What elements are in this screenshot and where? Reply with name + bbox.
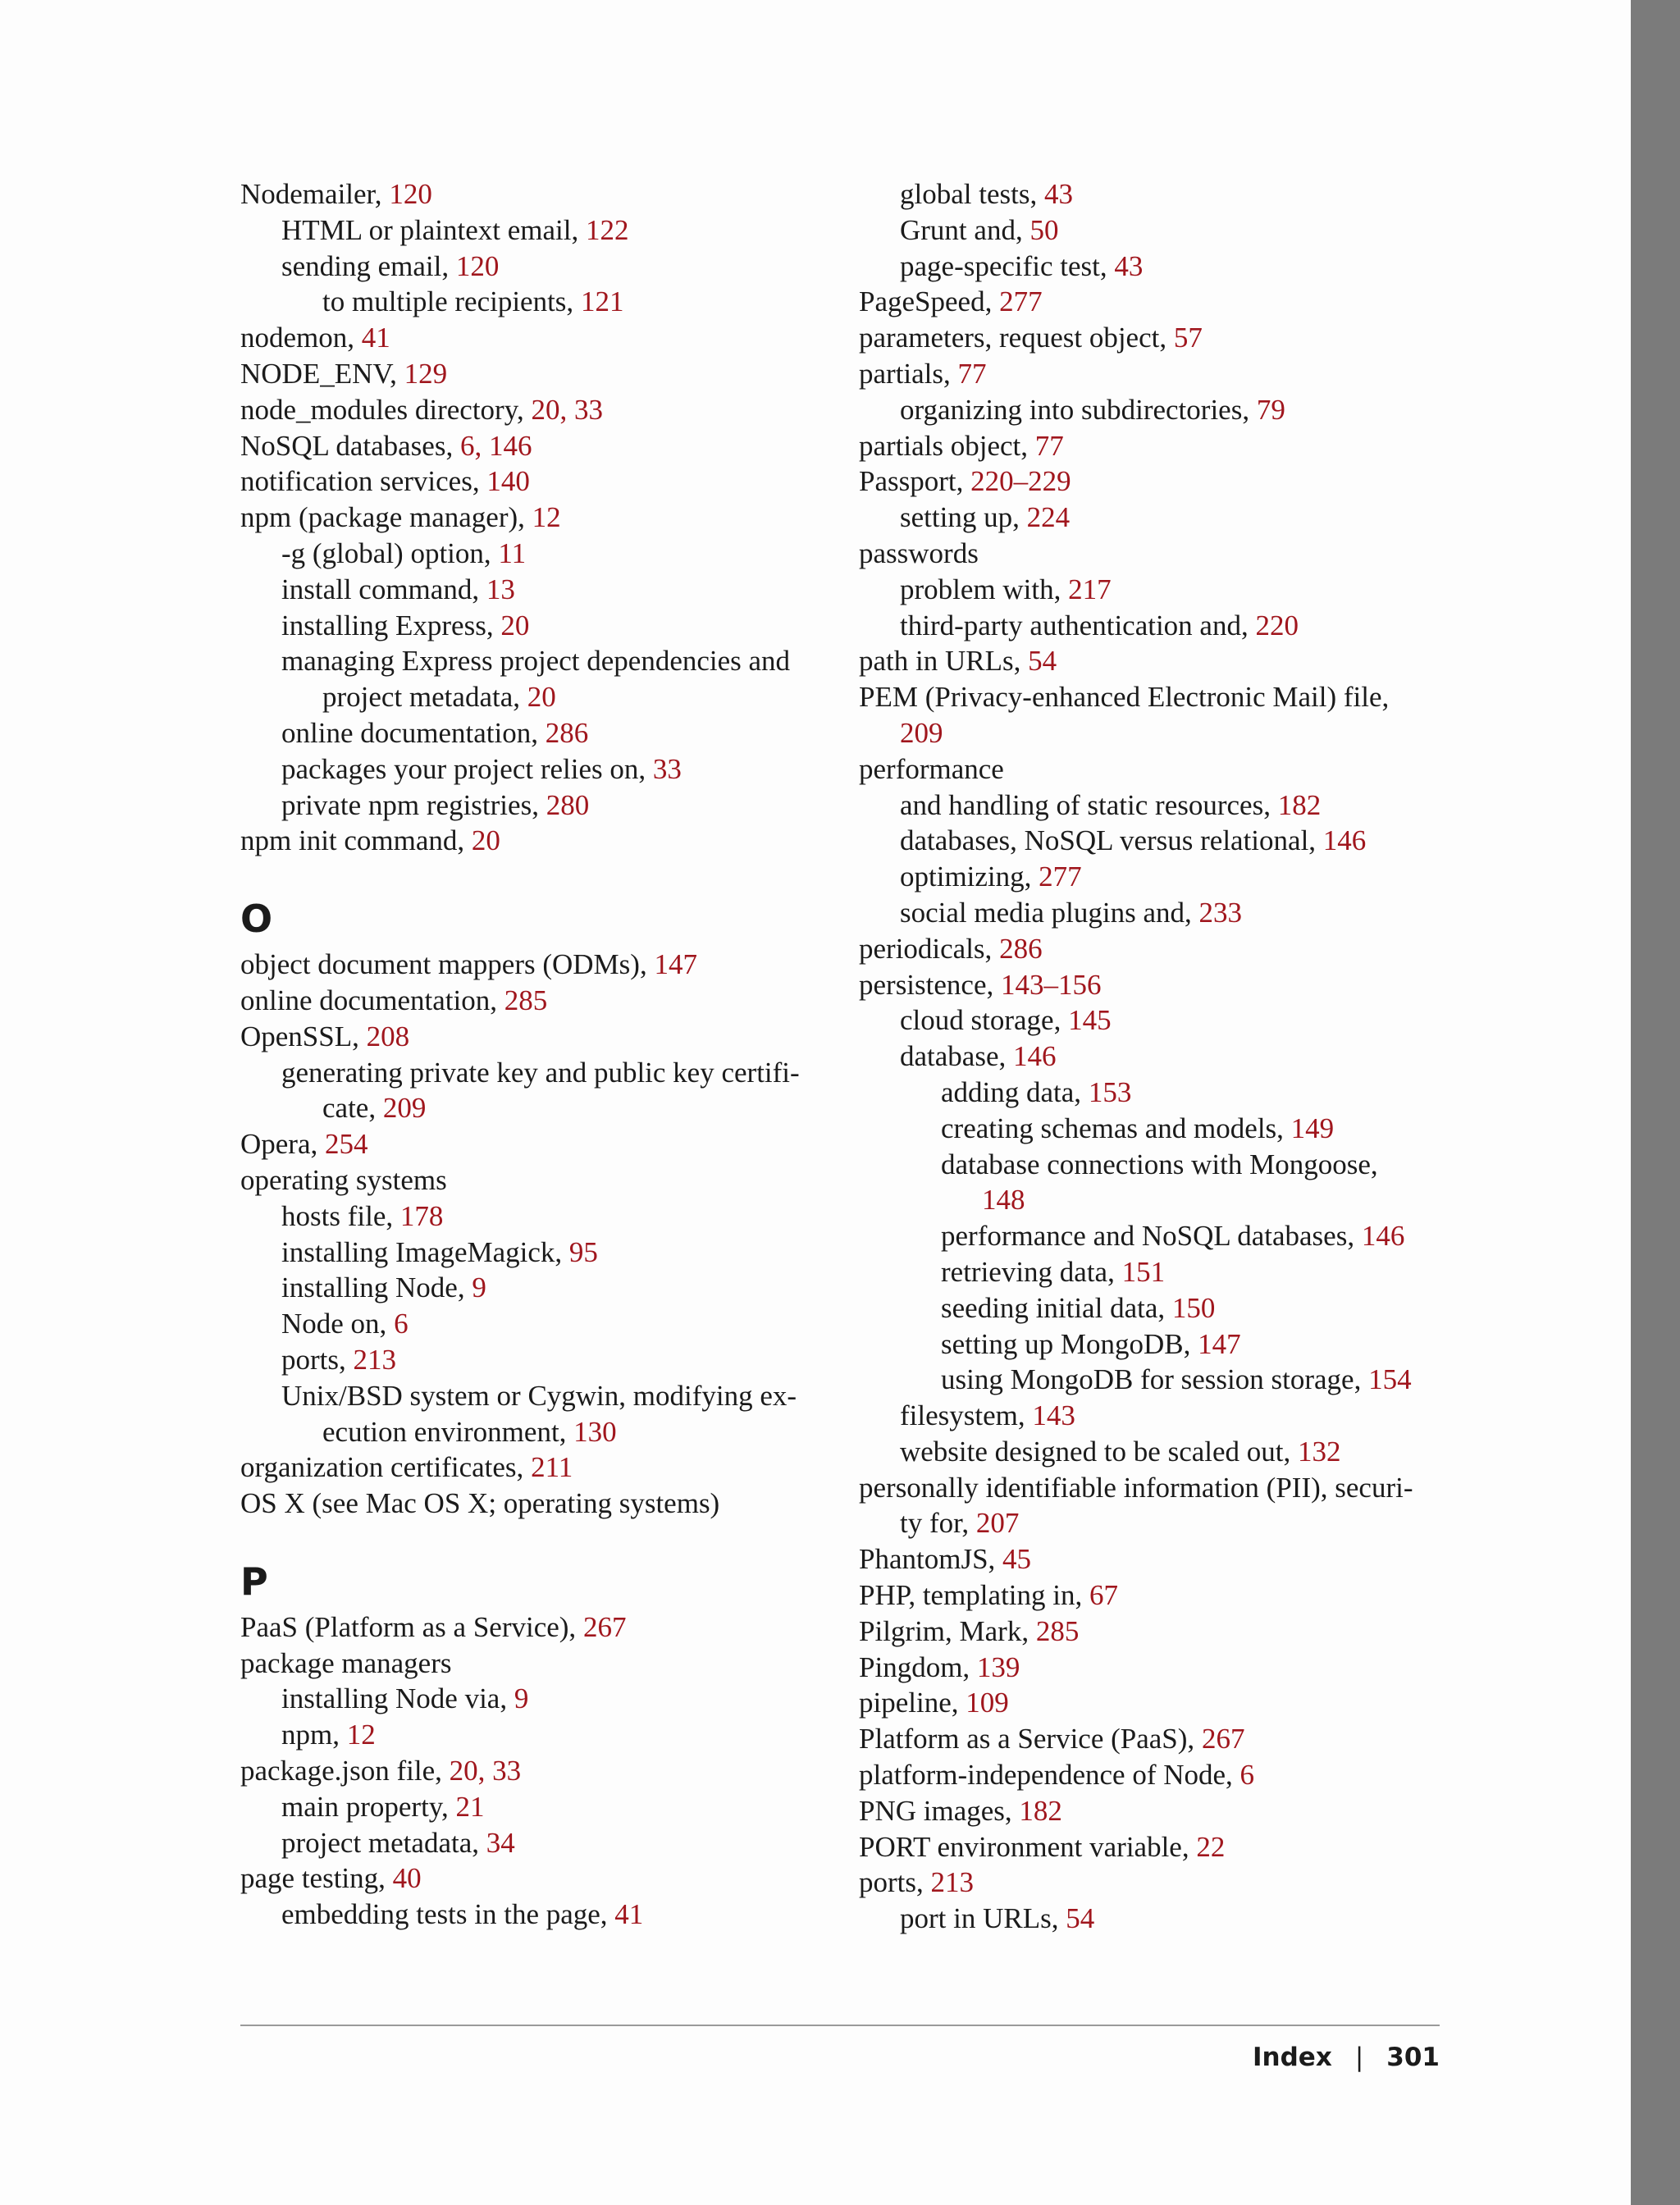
page-reference-link[interactable]: 9 xyxy=(472,1271,486,1304)
index-entry xyxy=(859,428,1449,464)
footer-separator: | xyxy=(1354,2043,1364,2072)
page-reference-link[interactable]: 209 xyxy=(382,1092,427,1125)
index-term: periodicals, xyxy=(859,932,1000,965)
index-entry xyxy=(240,1342,831,1378)
index-term: adding data, xyxy=(941,1075,1089,1108)
index-term: social media plugins and, xyxy=(900,896,1199,929)
index-term: NODE_ENV, xyxy=(240,357,404,390)
index-entry xyxy=(240,1449,831,1486)
index-entry xyxy=(240,428,831,464)
index-term: main property, xyxy=(281,1790,456,1823)
page-reference-link[interactable]: 129 xyxy=(404,357,448,390)
index-term: page testing, xyxy=(240,1862,393,1895)
index-entry xyxy=(240,1055,831,1091)
index-entry xyxy=(240,1198,831,1235)
page-reference-link[interactable]: 146 xyxy=(1322,824,1367,857)
index-entry xyxy=(240,1860,831,1897)
index-entry xyxy=(859,1039,1449,1075)
index-entry xyxy=(859,967,1449,1003)
index-term: databases, NoSQL versus relational, xyxy=(900,824,1323,857)
index-entry xyxy=(240,679,831,715)
index-term: OpenSSL, xyxy=(240,1020,367,1052)
index-term: using MongoDB for session storage, xyxy=(941,1363,1369,1396)
page-reference-link[interactable]: 208 xyxy=(366,1020,410,1052)
index-entry xyxy=(859,284,1449,320)
index-column-left xyxy=(240,176,831,1933)
page-reference-link[interactable]: 285 xyxy=(504,984,548,1016)
index-term: node_modules directory, xyxy=(240,393,532,426)
index-entry xyxy=(859,715,1449,751)
index-term: PNG images, xyxy=(859,1794,1020,1827)
index-entry xyxy=(240,1717,831,1753)
page-reference-link[interactable]: 143 xyxy=(1032,1399,1075,1432)
index-entry xyxy=(240,284,831,320)
index-term: hosts file, xyxy=(281,1199,400,1232)
index-entry xyxy=(859,1182,1449,1218)
index-entry xyxy=(859,1111,1449,1147)
index-term: ty for, xyxy=(900,1507,976,1540)
index-term: npm, xyxy=(281,1719,347,1751)
page-reference-link[interactable]: 41 xyxy=(614,1898,644,1931)
page-reference-link[interactable]: 20 xyxy=(500,609,530,641)
index-entry xyxy=(240,1646,831,1682)
page-reference-link[interactable]: 20, 33 xyxy=(531,393,603,426)
index-term: Unix/BSD system or Cygwin, modifying ex- xyxy=(281,1379,797,1412)
page-reference-link[interactable]: 45 xyxy=(1002,1543,1032,1576)
page-reference-link[interactable]: 57 xyxy=(1173,322,1203,354)
index-entry xyxy=(240,1090,831,1126)
index-entry xyxy=(240,1126,831,1162)
index-entry xyxy=(240,392,831,428)
index-entry xyxy=(240,536,831,572)
page-reference-link[interactable]: 220–229 xyxy=(970,465,1071,498)
index-entry xyxy=(859,1075,1449,1111)
page-reference-link[interactable]: 34 xyxy=(486,1826,515,1859)
index-entry xyxy=(240,1378,831,1414)
index-term: npm (package manager), xyxy=(240,501,532,534)
index-entry xyxy=(240,176,831,212)
page-reference-link[interactable]: 143–156 xyxy=(1000,968,1102,1001)
page-number: 301 xyxy=(1386,2043,1440,2072)
page-reference-link[interactable]: 148 xyxy=(982,1184,1025,1217)
page-reference-link[interactable]: 6, 146 xyxy=(459,429,532,462)
index-entry xyxy=(859,572,1449,608)
index-entry xyxy=(859,1614,1449,1650)
index-entry xyxy=(859,1757,1449,1793)
page-reference-link[interactable]: 54 xyxy=(1028,645,1057,678)
page-reference-link[interactable]: 77 xyxy=(1034,429,1064,462)
index-term: packages your project relies on, xyxy=(281,752,653,785)
index-term: ports, xyxy=(859,1866,931,1899)
index-term: installing Express, xyxy=(281,609,501,641)
index-entry xyxy=(240,1825,831,1861)
index-entry xyxy=(859,176,1449,212)
page-reference-link[interactable]: 43 xyxy=(1043,178,1073,210)
page-reference-link[interactable]: 120 xyxy=(389,178,432,210)
index-term: page-specific test, xyxy=(900,249,1115,282)
index-term: seeding initial data, xyxy=(941,1291,1172,1324)
index-term: to multiple recipients, xyxy=(322,285,581,318)
page-reference-link[interactable]: 41 xyxy=(361,322,390,354)
index-entry xyxy=(859,1147,1449,1183)
page-reference-link[interactable]: 22 xyxy=(1196,1830,1226,1863)
index-term: port in URLs, xyxy=(900,1902,1066,1935)
index-entry xyxy=(859,1541,1449,1577)
index-entry xyxy=(859,1577,1449,1614)
index-term: ecution environment, xyxy=(322,1415,574,1448)
index-term: Pilgrim, Mark, xyxy=(859,1614,1036,1647)
page-reference-link[interactable]: 224 xyxy=(1026,501,1071,534)
page-reference-link[interactable]: 178 xyxy=(399,1199,444,1232)
index-entry xyxy=(859,1685,1449,1721)
index-term: nodemon, xyxy=(240,322,362,354)
page-reference-link[interactable]: 154 xyxy=(1368,1363,1412,1396)
page-reference-link[interactable]: 149 xyxy=(1290,1112,1335,1144)
page-reference-link[interactable]: 182 xyxy=(1277,788,1322,821)
page-reference-link[interactable]: 11 xyxy=(498,536,527,569)
index-term: and handling of static resources, xyxy=(900,788,1278,821)
index-entry xyxy=(240,643,831,679)
index-term: database connections with Mongoose, xyxy=(941,1148,1378,1180)
index-term: HTML or plaintext email, xyxy=(281,213,586,246)
page-reference-link[interactable]: 79 xyxy=(1256,393,1285,426)
index-entry xyxy=(240,751,831,788)
index-term: setting up, xyxy=(900,501,1027,534)
index-term: Opera, xyxy=(240,1128,326,1161)
index-column-right xyxy=(859,176,1449,1937)
index-entry xyxy=(240,463,831,500)
page-reference-link[interactable]: 109 xyxy=(966,1687,1009,1719)
index-entry xyxy=(859,1793,1449,1829)
page-reference-link[interactable]: 254 xyxy=(325,1128,368,1161)
page-reference-link[interactable]: 207 xyxy=(975,1507,1020,1540)
page-reference-link[interactable]: 145 xyxy=(1068,1004,1112,1037)
scrollbar[interactable] xyxy=(1631,0,1680,2205)
index-entry xyxy=(859,751,1449,788)
index-entry xyxy=(859,1901,1449,1937)
index-entry xyxy=(859,1650,1449,1686)
page-reference-link[interactable]: 6 xyxy=(1239,1759,1255,1792)
index-term: PaaS (Platform as a Service), xyxy=(240,1610,583,1643)
page-reference-link[interactable]: 77 xyxy=(957,357,987,390)
index-entry xyxy=(859,1829,1449,1865)
index-term: install command, xyxy=(281,573,486,605)
index-term: ports, xyxy=(281,1343,354,1376)
page-reference-link[interactable]: 182 xyxy=(1019,1794,1062,1827)
index-term: Nodemailer, xyxy=(240,178,390,210)
page-reference-link[interactable]: 146 xyxy=(1012,1040,1057,1073)
index-entry xyxy=(859,463,1449,500)
index-entry xyxy=(859,608,1449,644)
page-reference-link[interactable]: 277 xyxy=(1039,861,1082,893)
index-term: performance xyxy=(859,752,1004,785)
index-term: -g (global) option, xyxy=(281,536,499,569)
index-term: online documentation, xyxy=(240,984,504,1016)
index-entry xyxy=(859,1326,1449,1363)
index-term: OS X (see Mac OS X; operating systems) xyxy=(240,1487,720,1520)
page-reference-link[interactable]: 213 xyxy=(930,1866,974,1899)
index-entry xyxy=(240,1789,831,1825)
index-term: website designed to be scaled out, xyxy=(900,1435,1299,1468)
page-reference-link[interactable]: 21 xyxy=(455,1790,485,1823)
index-entry xyxy=(859,212,1449,249)
index-entry xyxy=(859,1398,1449,1434)
index-term: personally identifiable information (PII), securi- xyxy=(859,1471,1413,1504)
page-reference-link[interactable]: 147 xyxy=(1198,1327,1241,1360)
index-entry xyxy=(859,679,1449,715)
page-footer xyxy=(1148,2043,1440,2072)
page-reference-link[interactable]: 285 xyxy=(1035,1614,1080,1647)
index-term: package.json file, xyxy=(240,1755,450,1787)
page-reference-link[interactable]: 286 xyxy=(545,716,589,749)
index-term: parameters, request object, xyxy=(859,322,1174,354)
index-term: PORT environment variable, xyxy=(859,1830,1197,1863)
index-entry xyxy=(240,249,831,285)
page-reference-link[interactable]: 277 xyxy=(999,285,1043,318)
index-term: cate, xyxy=(322,1092,383,1125)
page-reference-link[interactable]: 139 xyxy=(976,1650,1020,1683)
page-reference-link[interactable]: 209 xyxy=(900,716,943,749)
page-reference-link[interactable]: 217 xyxy=(1068,573,1112,605)
page-reference-link[interactable]: 267 xyxy=(582,1610,627,1643)
index-entry xyxy=(240,983,831,1019)
page-reference-link[interactable]: 121 xyxy=(580,285,624,318)
page-reference-link[interactable]: 12 xyxy=(346,1719,376,1751)
page-reference-link[interactable]: 233 xyxy=(1198,896,1243,929)
index-term: Pingdom, xyxy=(859,1650,977,1683)
page-reference-link[interactable]: 20, 33 xyxy=(449,1755,522,1787)
index-entry xyxy=(859,392,1449,428)
page-reference-link[interactable]: 13 xyxy=(486,573,515,605)
index-term: third-party authentication and, xyxy=(900,609,1256,641)
index-term: project metadata, xyxy=(322,681,527,714)
index-term: cloud storage, xyxy=(900,1004,1069,1037)
index-term: database, xyxy=(900,1040,1013,1073)
index-entry xyxy=(240,1162,831,1198)
page-reference-link[interactable]: 40 xyxy=(392,1862,422,1895)
index-term: npm init command, xyxy=(240,824,472,857)
index-term: creating schemas and models, xyxy=(941,1112,1291,1144)
index-term: problem with, xyxy=(900,573,1069,605)
index-term: retrieving data, xyxy=(941,1255,1122,1288)
index-term: operating systems xyxy=(240,1163,447,1196)
index-term: PhantomJS, xyxy=(859,1543,1003,1576)
page-reference-link[interactable]: 54 xyxy=(1066,1902,1095,1935)
page-reference-link[interactable]: 213 xyxy=(353,1343,396,1376)
page-reference-link[interactable]: 150 xyxy=(1171,1291,1216,1324)
index-term: installing Node via, xyxy=(281,1682,514,1715)
index-term: PEM (Privacy-enhanced Electronic Mail) file, xyxy=(859,681,1390,714)
index-entry xyxy=(240,212,831,249)
index-term: Grunt and, xyxy=(900,213,1030,246)
page-reference-link[interactable]: 151 xyxy=(1121,1255,1166,1288)
page-reference-link[interactable]: 220 xyxy=(1255,609,1299,641)
index-entry xyxy=(859,1218,1449,1254)
index-term: private npm registries, xyxy=(281,788,546,821)
index-term: object document mappers (ODMs), xyxy=(240,948,655,981)
index-entry xyxy=(240,356,831,392)
index-term: online documentation, xyxy=(281,716,546,749)
index-entry xyxy=(859,788,1449,824)
page-reference-link[interactable]: 130 xyxy=(573,1415,617,1448)
index-entry xyxy=(240,823,831,859)
page-reference-link[interactable]: 132 xyxy=(1298,1435,1341,1468)
page-reference-link[interactable]: 211 xyxy=(531,1451,573,1484)
index-term: project metadata, xyxy=(281,1826,486,1859)
index-entry xyxy=(859,859,1449,895)
index-entry xyxy=(859,1470,1449,1506)
index-entry xyxy=(240,788,831,824)
page-reference-link[interactable]: 153 xyxy=(1088,1075,1132,1108)
index-entry xyxy=(240,1753,831,1789)
index-term: filesystem, xyxy=(900,1399,1033,1432)
index-entry xyxy=(859,823,1449,859)
index-entry xyxy=(859,1362,1449,1398)
page-reference-link[interactable]: 122 xyxy=(585,213,629,246)
index-entry xyxy=(240,608,831,644)
index-entry xyxy=(859,536,1449,572)
index-entry xyxy=(240,1609,831,1646)
index-term: NoSQL databases, xyxy=(240,429,460,462)
page-reference-link[interactable]: 95 xyxy=(568,1235,598,1268)
page-reference-link[interactable]: 33 xyxy=(652,752,682,785)
index-term: managing Express project dependencies and xyxy=(281,645,791,678)
index-entry xyxy=(240,1306,831,1342)
index-entry xyxy=(859,1721,1449,1757)
page-reference-link[interactable]: 280 xyxy=(546,788,590,821)
index-entry xyxy=(859,1002,1449,1039)
page-reference-link[interactable]: 67 xyxy=(1089,1579,1118,1612)
page-reference-link[interactable]: 50 xyxy=(1029,213,1059,246)
index-entry xyxy=(859,1865,1449,1901)
index-term: PageSpeed, xyxy=(859,285,1000,318)
page-reference-link[interactable]: 20 xyxy=(471,824,500,857)
index-section-letter: P xyxy=(240,1559,268,1604)
index-section-letter: O xyxy=(240,897,273,942)
index-term: installing Node, xyxy=(281,1271,472,1304)
index-term: performance and NoSQL databases, xyxy=(941,1220,1362,1253)
index-term: organizing into subdirectories, xyxy=(900,393,1257,426)
index-entry xyxy=(859,249,1449,285)
index-entry xyxy=(859,643,1449,679)
index-entry xyxy=(859,895,1449,931)
index-term: package managers xyxy=(240,1646,452,1679)
index-term: persistence, xyxy=(859,968,1001,1001)
index-entry xyxy=(240,1270,831,1306)
index-entry xyxy=(240,947,831,983)
page-reference-link[interactable]: 43 xyxy=(1114,249,1144,282)
page-reference-link[interactable]: 140 xyxy=(486,465,530,498)
index-term: sending email, xyxy=(281,249,456,282)
index-term: pipeline, xyxy=(859,1687,966,1719)
index-term: partials object, xyxy=(859,429,1035,462)
index-entry xyxy=(240,320,831,356)
index-entry xyxy=(240,715,831,751)
index-entry xyxy=(859,1505,1449,1541)
page-reference-link[interactable]: 20 xyxy=(527,681,556,714)
index-term: platform-independence of Node, xyxy=(859,1759,1240,1792)
index-term: notification services, xyxy=(240,465,487,498)
page-reference-link[interactable]: 146 xyxy=(1361,1220,1405,1253)
index-entry xyxy=(240,1681,831,1717)
index-entry xyxy=(240,572,831,608)
index-term: Platform as a Service (PaaS), xyxy=(859,1723,1202,1755)
page-reference-link[interactable]: 286 xyxy=(999,932,1043,965)
index-term: Node on, xyxy=(281,1308,395,1340)
index-term: PHP, templating in, xyxy=(859,1579,1089,1612)
index-entry xyxy=(859,356,1449,392)
footer-divider xyxy=(240,2025,1440,2026)
index-term: organization certificates, xyxy=(240,1451,532,1484)
index-entry xyxy=(240,1897,831,1933)
index-entry xyxy=(859,320,1449,356)
index-term: global tests, xyxy=(900,178,1044,210)
index-term: embedding tests in the page, xyxy=(281,1898,615,1931)
index-term: partials, xyxy=(859,357,958,390)
page-reference-link[interactable]: 12 xyxy=(532,501,561,534)
index-term: passwords xyxy=(859,536,979,569)
page-reference-link[interactable]: 120 xyxy=(455,249,500,282)
index-entry xyxy=(859,500,1449,536)
index-term: Passport, xyxy=(859,465,971,498)
index-term: optimizing, xyxy=(900,861,1039,893)
index-entry xyxy=(240,1414,831,1450)
page-reference-link[interactable]: 147 xyxy=(654,948,697,981)
index-entry xyxy=(859,1434,1449,1470)
page-reference-link[interactable]: 267 xyxy=(1201,1723,1245,1755)
index-term: setting up MongoDB, xyxy=(941,1327,1198,1360)
index-entry xyxy=(859,1290,1449,1326)
index-entry xyxy=(240,1486,831,1522)
index-term: generating private key and public key certifi- xyxy=(281,1056,800,1089)
index-entry xyxy=(859,931,1449,967)
index-term: path in URLs, xyxy=(859,645,1029,678)
page-reference-link[interactable]: 9 xyxy=(514,1682,529,1715)
index-entry xyxy=(240,500,831,536)
footer-section-title: Index xyxy=(1253,2043,1332,2072)
index-entry xyxy=(240,1235,831,1271)
index-entry xyxy=(859,1254,1449,1290)
index-term: installing ImageMagick, xyxy=(281,1235,569,1268)
page-reference-link[interactable]: 6 xyxy=(394,1308,409,1340)
index-entry xyxy=(240,1019,831,1055)
